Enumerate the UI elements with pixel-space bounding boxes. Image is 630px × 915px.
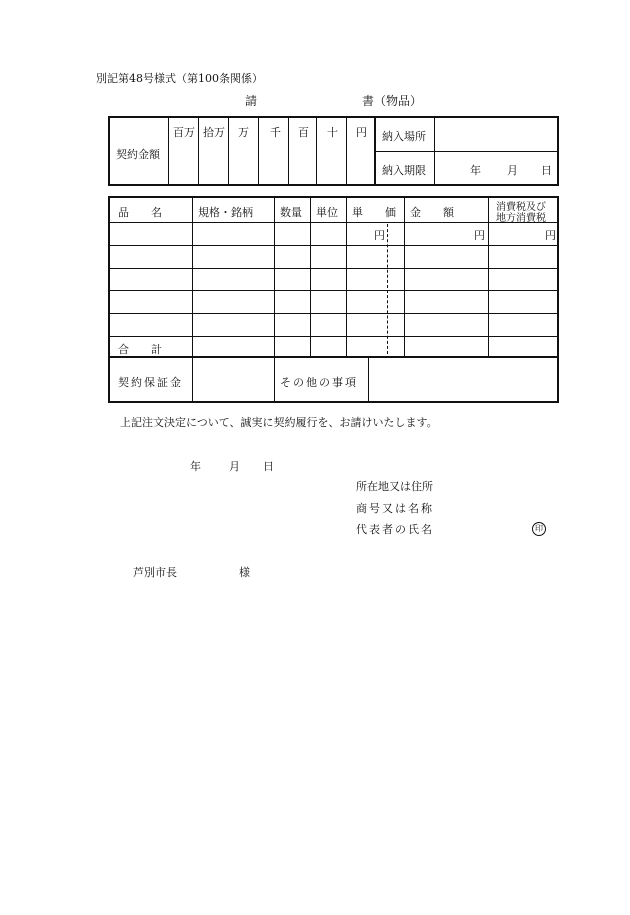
title-left: 請 <box>245 94 258 108</box>
signer-company-label: 商号又は名称 <box>356 502 434 515</box>
delivery-place-label: 納入場所 <box>382 130 426 143</box>
header-tax-line2: 地方消費税 <box>496 213 546 224</box>
header-amount: 金 額 <box>410 206 454 219</box>
digit-label: 十 <box>327 126 338 139</box>
header-unit-price: 単 価 <box>352 206 396 219</box>
date-year: 年 <box>190 460 201 473</box>
deadline-day: 日 <box>541 164 552 177</box>
digit-label: 百万 <box>173 126 195 139</box>
digit-label: 千 <box>270 126 281 139</box>
statement: 上記注文決定について、誠実に契約履行を、お請けいたします。 <box>120 416 438 429</box>
signer-address-label: 所在地又は住所 <box>356 480 433 493</box>
amount-label: 契約金額 <box>116 148 160 161</box>
addressee-name: 芦別市長 <box>133 566 177 579</box>
title-right: 書（物品） <box>362 94 423 108</box>
header-qty: 数量 <box>280 206 302 219</box>
yen-amount: 円 <box>474 229 485 242</box>
items-table <box>108 196 559 358</box>
signer-representative-label: 代表者の氏名 <box>356 523 434 536</box>
date-day: 日 <box>263 460 274 473</box>
digit-label: 拾万 <box>203 126 225 139</box>
header-item: 品 名 <box>118 206 162 219</box>
other-label: その他の事項 <box>280 376 358 389</box>
yen-tax: 円 <box>545 229 556 242</box>
contract-table <box>108 116 559 186</box>
digit-label: 百 <box>298 126 309 139</box>
header-spec: 規格・銘柄 <box>198 206 253 219</box>
seal-mark: 印 <box>532 521 546 536</box>
deadline-year: 年 <box>470 164 481 177</box>
digit-label: 円 <box>356 126 367 139</box>
delivery-deadline-label: 納入期限 <box>382 164 426 177</box>
deposit-label: 契約保証金 <box>118 376 183 389</box>
digit-label: 万 <box>238 126 249 139</box>
addressee-honorific: 様 <box>239 566 250 579</box>
form-number: 別記第48号様式（第100条関係） <box>96 72 263 85</box>
yen-unit-price: 円 <box>374 229 385 242</box>
header-unit: 単位 <box>316 206 338 219</box>
total-label: 合 計 <box>118 343 162 356</box>
date-month: 月 <box>229 460 240 473</box>
deadline-month: 月 <box>507 164 518 177</box>
header-tax-line1: 消費税及び <box>496 202 546 213</box>
bottom-table <box>108 356 559 403</box>
